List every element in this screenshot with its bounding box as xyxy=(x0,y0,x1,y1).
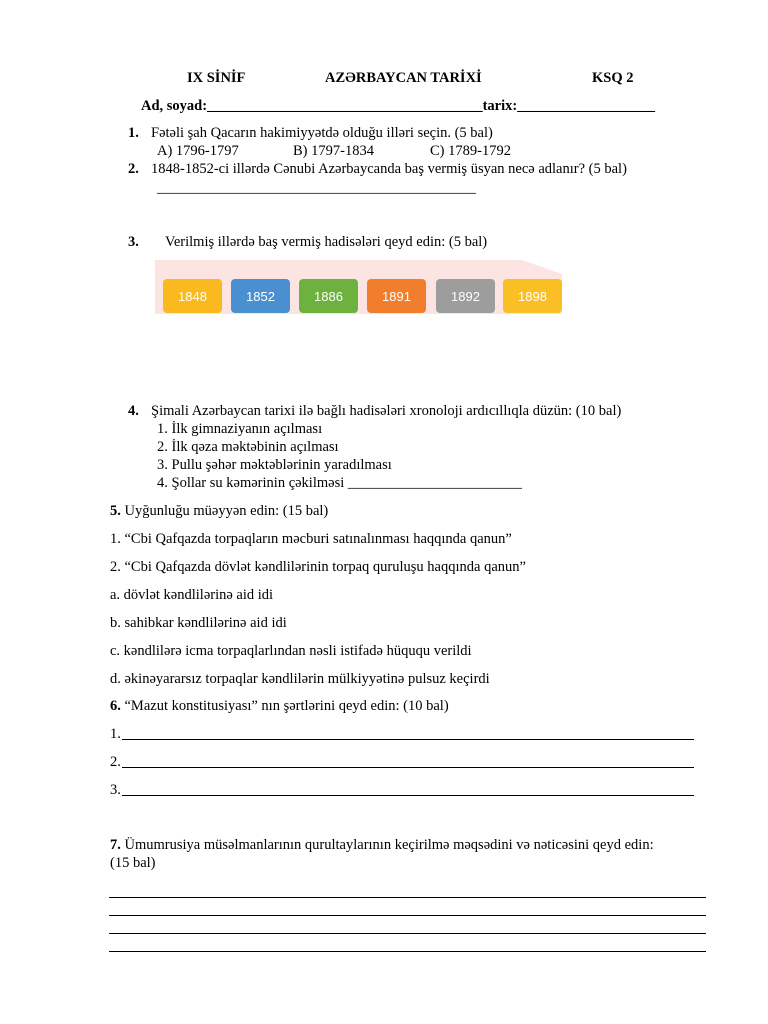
q7-points: (15 bal) xyxy=(110,855,156,871)
q2-answer-line: ____________________________________________ xyxy=(157,180,476,196)
q5-line-a: a. dövlət kəndlilərinə aid idi xyxy=(110,587,274,603)
q7-answer-line-1 xyxy=(109,897,706,898)
q1-option-c: C) 1789-1792 xyxy=(430,143,511,159)
year-1892-box: 1892 xyxy=(436,279,495,313)
grade-label: IX SİNİF xyxy=(187,70,246,86)
q2-text: 1848-1852-ci illərdə Cənubi Azərbaycanda baş vermiş üsyan necə adlanır? (5 bal) xyxy=(151,161,627,177)
q4-text: Şimali Azərbaycan tarixi ilə bağlı hadisələri xronoloji ardıcıllıqla düzün: (10 bal) xyxy=(151,403,622,419)
q5-text: Uyğunluğu müəyyən edin: (15 bal) xyxy=(120,503,329,519)
q6-answer-line-1 xyxy=(122,739,694,740)
q7-answer-line-3 xyxy=(109,933,706,934)
year-1852-box: 1852 xyxy=(231,279,290,313)
q6-text: “Mazut konstitusiyası” nın şərtlərini qeyd edin: (10 bal) xyxy=(120,698,449,714)
q4-item-1: 1. İlk gimnaziyanın açılması xyxy=(157,421,323,437)
q1-option-a: A) 1796-1797 xyxy=(157,143,239,159)
q1-option-b: B) 1797-1834 xyxy=(293,143,374,159)
q3-number: 3. xyxy=(128,234,139,250)
q4-item-4: 4. Şollar su kəmərinin çəkilməsi ________________________ xyxy=(157,475,522,491)
q7-answer-line-4 xyxy=(109,951,706,952)
timeline-fold xyxy=(522,260,562,274)
name-date-line: Ad, soyad:______________________________________tarix:___________________ xyxy=(141,98,655,114)
test-code: KSQ 2 xyxy=(592,70,634,86)
q5-line-c: c. kəndlilərə icma torpaqlarlından nəsli istifadə hüququ verildi xyxy=(110,643,472,659)
year-1848-box: 1848 xyxy=(163,279,222,313)
q5-number: 5. xyxy=(110,503,121,519)
q1-text: Fətəli şah Qacarın hakimiyyətdə olduğu illəri seçin. (5 bal) xyxy=(151,125,493,141)
q7-heading xyxy=(110,836,654,854)
q4-number: 4. xyxy=(128,403,139,419)
q2-number: 2. xyxy=(128,161,139,177)
subject-title: AZƏRBAYCAN TARİXİ xyxy=(325,70,482,86)
q6-line-2-label: 2. xyxy=(110,754,121,770)
q6-answer-line-2 xyxy=(122,767,694,768)
q5-line-d: d. əkinəyararsız torpaqlar kəndlilərin mülkiyyətinə pulsuz keçirdi xyxy=(110,671,490,687)
q7-number: 7. xyxy=(110,837,121,853)
q5-heading xyxy=(110,502,328,520)
q6-line-3-label: 3. xyxy=(110,782,121,798)
q6-number: 6. xyxy=(110,698,121,714)
q5-line-b: b. sahibkar kəndlilərinə aid idi xyxy=(110,615,287,631)
q6-heading xyxy=(110,697,449,715)
q6-line-1-label: 1. xyxy=(110,726,121,742)
timeline-strip xyxy=(155,260,562,314)
q7-text: Ümumrusiya müsəlmanlarının qurultaylarının keçirilmə məqsədini və nəticəsini qeyd edin: xyxy=(120,837,654,853)
q7-answer-line-2 xyxy=(109,915,706,916)
q5-line-1: 1. “Cbi Qafqazda torpaqların məcburi satınalınması haqqında qanun” xyxy=(110,531,512,547)
q4-item-2: 2. İlk qəza məktəbinin açılması xyxy=(157,439,339,455)
year-1898-box: 1898 xyxy=(503,279,562,313)
q1-number: 1. xyxy=(128,125,139,141)
q3-text: Verilmiş illərdə baş vermiş hadisələri qeyd edin: (5 bal) xyxy=(165,234,488,250)
year-1891-box: 1891 xyxy=(367,279,426,313)
year-1886-box: 1886 xyxy=(299,279,358,313)
q6-answer-line-3 xyxy=(122,795,694,796)
q4-item-3: 3. Pullu şəhər məktəblərinin yaradılması xyxy=(157,457,392,473)
q5-line-2: 2. “Cbi Qafqazda dövlət kəndlilərinin torpaq quruluşu haqqında qanun” xyxy=(110,559,526,575)
